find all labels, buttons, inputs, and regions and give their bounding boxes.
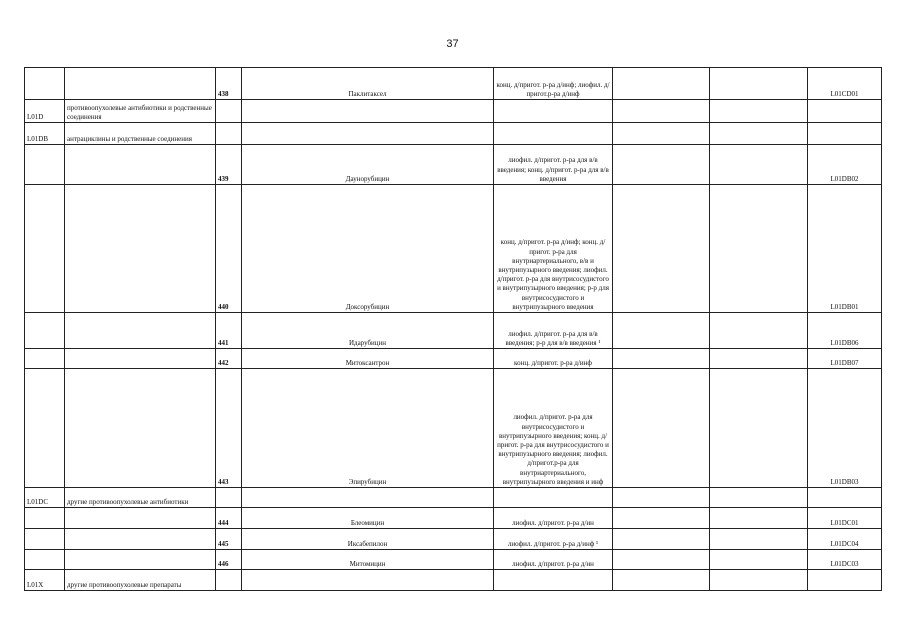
- dosage-form: лиофил. д/пригот. р-ра д/ин: [494, 508, 613, 529]
- atc-group-name: [65, 508, 216, 529]
- spacer-cell: [710, 508, 808, 529]
- spacer-cell: [613, 570, 710, 591]
- atc-group-name: [65, 529, 216, 550]
- atc-group-code: [25, 185, 65, 313]
- atc-group-name: противоопухолевые антибиотики и родственные соединения: [65, 100, 216, 123]
- table-row: [25, 550, 882, 570]
- atc-group-code: [25, 349, 65, 369]
- spacer-cell: [710, 488, 808, 508]
- spacer-cell: [613, 550, 710, 570]
- table-row: [25, 349, 882, 369]
- dosage-form: [494, 570, 613, 591]
- row-number: 438: [216, 68, 242, 100]
- atc-group-code: [25, 68, 65, 100]
- spacer-cell: [710, 550, 808, 570]
- spacer-cell: [710, 570, 808, 591]
- atc-code: L01CD01: [808, 68, 882, 100]
- drug-name: Идарубицин: [242, 313, 494, 349]
- table-row: [25, 488, 882, 508]
- table-row: [25, 185, 882, 313]
- atc-group-code: [25, 145, 65, 185]
- row-number: 445: [216, 529, 242, 550]
- drug-name: [242, 570, 494, 591]
- row-number: 440: [216, 185, 242, 313]
- spacer-cell: [710, 100, 808, 123]
- row-number: 442: [216, 349, 242, 369]
- dosage-form: конц. д/пригот. р-ра д/инф; конц. д/пригот. р-ра для внутриартериального, в/в и внутрипузырного введения; лиофил. д/пригот. р-ра для внутрисосудистого и внутрипузырного введения; р-р для внутрисосудистого и внутрипузырного введения: [494, 185, 613, 313]
- atc-group-code: L01DC: [25, 488, 65, 508]
- spacer-cell: [613, 529, 710, 550]
- atc-code: [808, 100, 882, 123]
- spacer-cell: [710, 68, 808, 100]
- spacer-cell: [710, 123, 808, 145]
- atc-group-code: [25, 529, 65, 550]
- atc-code: L01DB07: [808, 349, 882, 369]
- atc-code: L01DB02: [808, 145, 882, 185]
- dosage-form: [494, 123, 613, 145]
- spacer-cell: [710, 349, 808, 369]
- spacer-cell: [613, 369, 710, 488]
- atc-code: [808, 123, 882, 145]
- atc-group-name: [65, 145, 216, 185]
- row-number: [216, 488, 242, 508]
- dosage-form: конц. д/пригот. р-ра д/инф: [494, 349, 613, 369]
- row-number: [216, 570, 242, 591]
- atc-code: L01DB03: [808, 369, 882, 488]
- atc-code: [808, 570, 882, 591]
- atc-group-name: другие противоопухолевые антибиотики: [65, 488, 216, 508]
- atc-group-code: L01D: [25, 100, 65, 123]
- dosage-form: [494, 488, 613, 508]
- spacer-cell: [613, 145, 710, 185]
- drug-name: Блеомицин: [242, 508, 494, 529]
- atc-group-code: L01DB: [25, 123, 65, 145]
- atc-group-name: [65, 68, 216, 100]
- drug-name: Эпирубицин: [242, 369, 494, 488]
- spacer-cell: [613, 313, 710, 349]
- drug-name: Митоксантрон: [242, 349, 494, 369]
- spacer-cell: [710, 185, 808, 313]
- dosage-form: конц. д/пригот. р-ра д/инф; лиофил. д/пригот.р-ра д/инф: [494, 68, 613, 100]
- table-row: [25, 570, 882, 591]
- row-number: 444: [216, 508, 242, 529]
- atc-group-code: [25, 550, 65, 570]
- row-number: [216, 123, 242, 145]
- atc-group-code: [25, 369, 65, 488]
- page-number: 37: [446, 38, 459, 50]
- drug-name: [242, 100, 494, 123]
- spacer-cell: [613, 123, 710, 145]
- table-row: [25, 529, 882, 550]
- drug-name: Доксорубицин: [242, 185, 494, 313]
- table-row: [25, 369, 882, 488]
- spacer-cell: [613, 68, 710, 100]
- atc-group-name: другие противоопухолевые препараты: [65, 570, 216, 591]
- spacer-cell: [710, 145, 808, 185]
- spacer-cell: [710, 369, 808, 488]
- dosage-form: лиофил. д/пригот. р-ра для в/в введения; р-р для в/в введения ¹: [494, 313, 613, 349]
- dosage-form: [494, 100, 613, 123]
- dosage-form: лиофил. д/пригот. р-ра для в/в введения; конц. д/пригот. р-ра для в/в введения: [494, 145, 613, 185]
- table-row: [25, 68, 882, 100]
- table-row: [25, 508, 882, 529]
- table-row: [25, 145, 882, 185]
- atc-group-code: [25, 313, 65, 349]
- drug-name: Паклитаксел: [242, 68, 494, 100]
- atc-group-name: [65, 185, 216, 313]
- drug-name: [242, 123, 494, 145]
- spacer-cell: [613, 100, 710, 123]
- atc-code: L01DC03: [808, 550, 882, 570]
- drug-name: [242, 488, 494, 508]
- atc-group-name: [65, 550, 216, 570]
- row-number: [216, 100, 242, 123]
- spacer-cell: [710, 313, 808, 349]
- drug-name: Митомицин: [242, 550, 494, 570]
- table-row: [25, 313, 882, 349]
- table-row: [25, 100, 882, 123]
- atc-group-name: антрациклины и родственные соединения: [65, 123, 216, 145]
- dosage-form: лиофил. д/пригот. р-ра для внутрисосудистого и внутрипузырного введения; конц. д/пригот. р-ра для внутрисосудистого и внутрипузырного введения; лиофил. д/пригот.р-ра для внутриартериального, внутрипузырного введения и инф: [494, 369, 613, 488]
- row-number: 439: [216, 145, 242, 185]
- atc-group-code: L01X: [25, 570, 65, 591]
- atc-code: L01DB06: [808, 313, 882, 349]
- drug-name: Иксабепилон: [242, 529, 494, 550]
- drug-name: Даунорубицин: [242, 145, 494, 185]
- row-number: 446: [216, 550, 242, 570]
- atc-group-code: [25, 508, 65, 529]
- spacer-cell: [613, 185, 710, 313]
- dosage-form: лиофил. д/пригот. р-ра д/инф ¹: [494, 529, 613, 550]
- atc-code: [808, 488, 882, 508]
- atc-code: L01DB01: [808, 185, 882, 313]
- drug-registry-table: [24, 67, 882, 591]
- table-row: [25, 123, 882, 145]
- row-number: 441: [216, 313, 242, 349]
- spacer-cell: [613, 488, 710, 508]
- atc-group-name: [65, 349, 216, 369]
- spacer-cell: [710, 529, 808, 550]
- atc-code: L01DC01: [808, 508, 882, 529]
- atc-code: L01DC04: [808, 529, 882, 550]
- spacer-cell: [613, 508, 710, 529]
- atc-group-name: [65, 313, 216, 349]
- spacer-cell: [613, 349, 710, 369]
- dosage-form: лиофил. д/пригот. р-ра д/ин: [494, 550, 613, 570]
- atc-group-name: [65, 369, 216, 488]
- row-number: 443: [216, 369, 242, 488]
